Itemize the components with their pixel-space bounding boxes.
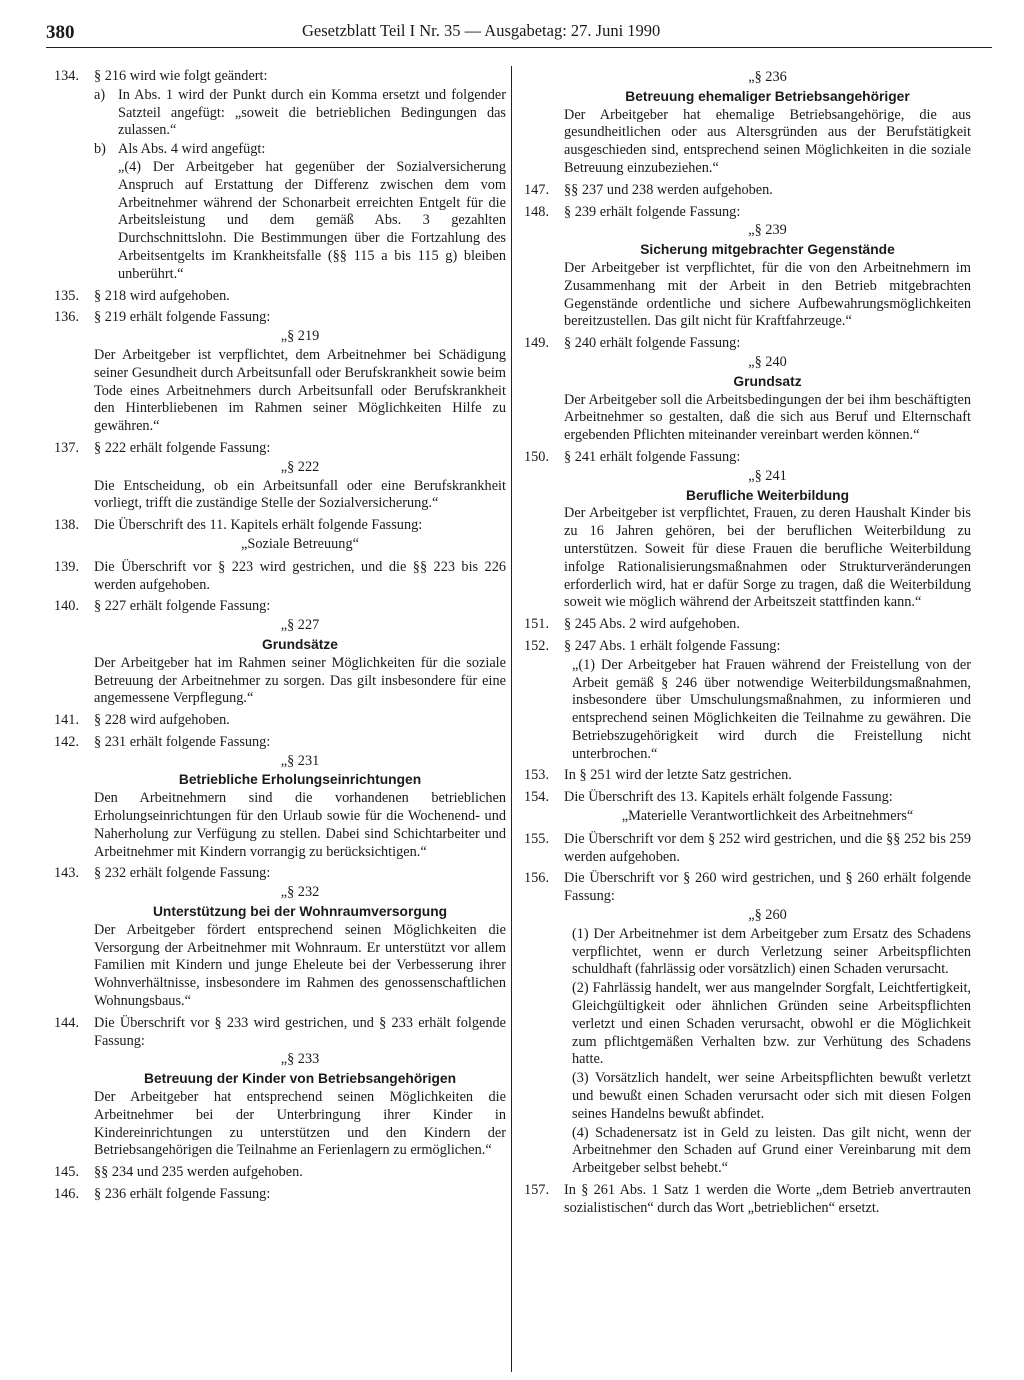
item-148 [524, 204, 971, 332]
item-153 [524, 767, 971, 785]
item-141 [54, 712, 506, 730]
section-body: Der Arbeitgeber ist verpflichtet, für die von den Arbeitnehmern im Zusammenhang mit der Arbeit in den Betrieb mitgebrachten Gegenstände ordentliche und sichere Aufbewahrungsmöglichkeiten bereitzustellen. Das gilt nicht für Kraftfahrzeuge.“ [564, 259, 971, 330]
item-number: 151. [524, 616, 550, 633]
item-number: 139. [54, 558, 80, 575]
item-146 [54, 1186, 506, 1204]
item-text: § 236 erhält folgende Fassung: [94, 1186, 271, 1203]
section-number: „§ 236 [748, 69, 787, 85]
page-number: 380 [46, 22, 75, 43]
item-number: 153. [524, 767, 550, 784]
item-number: 150. [524, 448, 550, 465]
publication-title: Gesetzblatt Teil I Nr. 35 — Ausgabetag: 27. Juni 1990 [302, 21, 661, 40]
item-number: 141. [54, 712, 80, 729]
item-text: Die Überschrift des 11. Kapitels erhält folgende Fassung: [94, 517, 423, 534]
sub-item-text: In Abs. 1 wird der Punkt durch ein Komma ersetzt und folgender Satzteil angefügt: „soweit die betrieblichen Bedingungen das zulassen.“ [118, 86, 506, 139]
section-number: „§ 233 [280, 1051, 320, 1068]
item-155 [524, 831, 971, 867]
column-divider [511, 66, 512, 1372]
section-paragraph-4: (4) Schadenersatz ist in Geld zu leisten. Das gilt nicht, wenn der Arbeitnehmer den Schaden auf Grund einer Vereinbarung mit dem Arbeitgeber selbst behebt.“ [572, 1124, 971, 1177]
section-number: „§ 219 [280, 328, 320, 345]
section-number: „§ 222 [280, 458, 320, 475]
section-number: „§ 240 [748, 353, 787, 370]
item-152 [524, 638, 971, 764]
item-147 [524, 182, 971, 200]
item-157 [524, 1182, 971, 1218]
item-text: Die Überschrift des 13. Kapitels erhält folgende Fassung: [564, 789, 893, 806]
item-number: 142. [54, 733, 80, 750]
item-text: § 218 wird aufgehoben. [94, 287, 230, 304]
item-154 [524, 789, 971, 827]
header-rule [46, 47, 992, 48]
item-text: § 231 erhält folgende Fassung: [94, 733, 271, 750]
section-number: „§ 232 [280, 884, 320, 901]
item-text: Die Überschrift vor § 260 wird gestrichen, und § 260 erhält folgende Fassung: [564, 870, 971, 905]
item-140 [54, 598, 506, 708]
quoted-paragraph: „(1) Der Arbeitgeber hat Frauen während der Freistellung von der Arbeit gemäß § 246 über notwendige Weiterbildungsmaßnahmen, insbesondere über Umschulungsmaßnahmen, zu informieren und entsprechend seinen Möglichkeiten die Teilnahme zu gewähren. Die Betriebszugehörigkeit wird durch die Freistellung nicht unterbrochen.“ [572, 656, 971, 762]
item-text: § 241 erhält folgende Fassung: [564, 448, 741, 465]
item-137 [54, 440, 506, 513]
right-column [524, 68, 971, 1222]
item-text: §§ 237 und 238 werden aufgehoben. [564, 181, 773, 198]
section-body: Der Arbeitgeber hat ehemalige Betriebsangehörige, die aus gesundheitlichen oder aus Altersgründen aus der Berufstätigkeit ausgeschieden sind, entsprechend seinen Möglichkeiten in die soziale Betreuung einzubeziehen.“ [564, 106, 971, 176]
item-text: § 219 erhält folgende Fassung: [94, 309, 271, 326]
item-number: 157. [524, 1182, 550, 1199]
item-text: § 247 Abs. 1 erhält folgende Fassung: [564, 637, 781, 654]
quoted-paragraph: „(4) Der Arbeitgeber hat gegenüber der Sozialversicherung Anspruch auf Erstattung der Differenz zwischen dem vom Arbeitnehmer während der Schonarbeit erreichten Entgelt für die Arbeitsleistung und dem gemäß Abs. 3 gezahlten Durchschnittslohn. Die Bestimmungen über die Fortzahlung des Arbeitsentgelts im Krankheitsfalle (§§ 115 a bis 115 g) bleiben unberührt.“ [118, 158, 506, 282]
item-135 [54, 288, 506, 306]
item-139 [54, 559, 506, 595]
item-text: § 232 erhält folgende Fassung: [94, 865, 271, 882]
item-number: 134. [54, 68, 80, 84]
item-text: § 222 erhält folgende Fassung: [94, 439, 271, 456]
item-text: § 239 erhält folgende Fassung: [564, 203, 741, 220]
chapter-title-quote: „Materielle Verantwortlichkeit des Arbeitnehmers“ [621, 808, 914, 825]
item-146-continued [524, 68, 971, 178]
item-text: §§ 234 und 235 werden aufgehoben. [94, 1164, 303, 1181]
item-145 [54, 1164, 506, 1182]
sub-item-a [94, 87, 506, 140]
item-138 [54, 517, 506, 555]
left-column [54, 68, 506, 1208]
item-number: 149. [524, 335, 550, 352]
item-number: 136. [54, 309, 80, 326]
item-text: Die Überschrift vor § 223 wird gestrichen, und die §§ 223 bis 226 werden aufgehoben. [94, 558, 506, 593]
item-number: 147. [524, 181, 550, 198]
item-number: 154. [524, 789, 550, 806]
section-heading: Berufliche Weiterbildung [685, 487, 850, 503]
section-body: Die Entscheidung, ob ein Arbeitsunfall oder eine Berufskrankheit vorliegt, trifft die zuständige Stelle der Sozialversicherung.“ [94, 477, 506, 512]
item-text: § 227 erhält folgende Fassung: [94, 598, 271, 615]
section-number: „§ 241 [748, 467, 787, 484]
section-paragraph-3: (3) Vorsätzlich handelt, wer seine Arbeitspflichten bewußt verletzt und bewußt einen Schaden verursacht oder sich mit diesen Folgen seines Handelns bewußt abfindet. [572, 1070, 971, 1122]
item-number: 143. [54, 865, 80, 882]
item-text: § 240 erhält folgende Fassung: [564, 335, 741, 352]
section-heading: Grundsatz [733, 373, 802, 389]
item-142 [54, 734, 506, 862]
sub-item-label: b) [94, 141, 106, 158]
item-text: In § 251 wird der letzte Satz gestrichen. [564, 767, 792, 784]
section-number: „§ 239 [748, 222, 787, 239]
item-151 [524, 616, 971, 634]
item-text: § 228 wird aufgehoben. [94, 712, 230, 729]
section-heading: Sicherung mitgebrachter Gegenstände [640, 242, 895, 258]
item-number: 140. [54, 598, 80, 615]
item-149 [524, 335, 971, 445]
section-heading: Grundsätze [262, 636, 338, 652]
sub-item-b [94, 141, 506, 283]
section-number: „§ 231 [280, 752, 320, 769]
section-body: Der Arbeitgeber soll die Arbeitsbedingungen der bei ihm beschäftigten Arbeitnehmer so gestalten, daß die sich aus Beruf und Elternschaft ergebenden Pflichten miteinander vereinbart werden können.“ [564, 391, 971, 444]
section-body: Der Arbeitgeber ist verpflichtet, dem Arbeitnehmer bei Schädigung seiner Gesundheit durch Arbeitsunfall oder Berufskrankheit sowie beim Tode eines Arbeitnehmers durch Arbeitsunfall oder Berufskrankheit den Hinterbliebenen im Rahmen seiner Möglichkeiten Hilfe zu gewähren.“ [94, 346, 506, 435]
item-136 [54, 309, 506, 436]
item-text: Die Überschrift vor dem § 252 wird gestrichen, und die §§ 252 bis 259 werden aufgehoben. [564, 830, 971, 865]
item-134 [54, 68, 506, 284]
section-body: Der Arbeitgeber hat im Rahmen seiner Möglichkeiten für die soziale Betreuung der Arbeitnehmer zu sorgen. Das gilt insbesondere für eine angemessene Verpflegung.“ [94, 654, 506, 707]
section-paragraph-2: (2) Fahrlässig handelt, wer aus mangelnder Sorgfalt, Leichtfertigkeit, Gleichgültigkeit oder ähnlichen Gründen seine Arbeitspflichten verletzt und einen Schaden verursacht, obwohl er die Möglichkeit zum pflichtgemäßen Verhalten bzw. zur Verhütung des Schadens hatte. [572, 980, 971, 1068]
section-body: Der Arbeitgeber hat entsprechend seinen Möglichkeiten die Arbeitnehmer bei der Unterbringung ihrer Kinder in Kindereinrichtungen zu unterstützen und den Kindern der Betriebsangehörigen die Teilnahme an Ferienlagern zu ermöglichen.“ [94, 1089, 506, 1159]
item-text: Die Überschrift vor § 233 wird gestrichen, und § 233 erhält folgende Fassung: [94, 1014, 506, 1049]
section-paragraph-1: (1) Der Arbeitnehmer ist dem Arbeitgeber zum Ersatz des Schadens verpflichtet, wenn er durch Verletzung seiner Arbeitspflichten schuldhaft (fahrlässig oder vorsätzlich) einen Schaden verursacht. [572, 925, 971, 978]
item-number: 145. [54, 1164, 80, 1181]
item-text: In § 261 Abs. 1 Satz 1 werden die Worte „dem Betrieb anvertrauten sozialistischen“ durch das Wort „betrieblichen“ ersetzt. [564, 1182, 971, 1216]
section-heading: Betriebliche Erholungseinrichtungen [178, 772, 422, 788]
page-header [0, 0, 1024, 62]
item-143 [54, 865, 506, 1010]
item-number: 146. [54, 1186, 80, 1203]
item-number: 144. [54, 1014, 80, 1031]
section-heading: Betreuung der Kinder von Betriebsangehörigen [143, 1071, 456, 1087]
section-number: „§ 227 [280, 617, 320, 634]
section-heading: Betreuung ehemaliger Betriebsangehöriger [625, 88, 910, 104]
section-body: Der Arbeitgeber fördert entsprechend seinen Möglichkeiten die Versorgung der Arbeitnehmer mit Wohnraum. Er unterstützt vor allem Familien mit Kindern und junge Eheleute bei der Verbesserung ihrer Wohnverhältnisse, insbesondere im Rahmen des genossenschaftlichen Wohnungsbaus.“ [94, 921, 506, 1010]
item-150 [524, 449, 971, 612]
chapter-title-quote: „Soziale Betreuung“ [241, 535, 359, 552]
item-number: 155. [524, 830, 550, 847]
section-heading: Unterstützung bei der Wohnraumversorgung [152, 904, 448, 920]
item-number: 156. [524, 870, 550, 887]
item-number: 138. [54, 517, 80, 534]
sub-item-label: a) [94, 86, 106, 103]
sub-item-text: Als Abs. 4 wird angefügt: [118, 141, 266, 158]
item-text: § 216 wird wie folgt geändert: [94, 68, 268, 84]
section-body: Den Arbeitnehmern sind die vorhandenen betrieblichen Erholungseinrichtungen für den Urlaub sowie für die Wochenend- und Naherholung zur Verfügung zu stellen. Dabei sind Schichtarbeiter und Arbeitnehmer mit Kindern vorrangig zu berücksichtigen.“ [94, 790, 506, 860]
section-body: Der Arbeitgeber ist verpflichtet, Frauen, zu deren Haushalt Kinder bis zu 16 Jahren gehören, bei der beruflichen Weiterbildung zu unterstützen. Soweit für diese Frauen die berufliche Weiterbildung infolge Rationalisierungsmaßnahmen oder Strukturveränderungen erforderlich wird, hat er dafür Sorge zu tragen, daß die Weiterbildung soweit wie möglich während der Arbeitszeit stattfinden kann.“ [564, 505, 971, 611]
item-number: 148. [524, 203, 550, 220]
item-number: 152. [524, 637, 550, 654]
item-number: 137. [54, 439, 80, 456]
section-number: „§ 260 [748, 907, 787, 924]
item-144 [54, 1015, 506, 1160]
item-number: 135. [54, 287, 80, 304]
item-156 [524, 870, 971, 1178]
item-text: § 245 Abs. 2 wird aufgehoben. [564, 616, 740, 633]
